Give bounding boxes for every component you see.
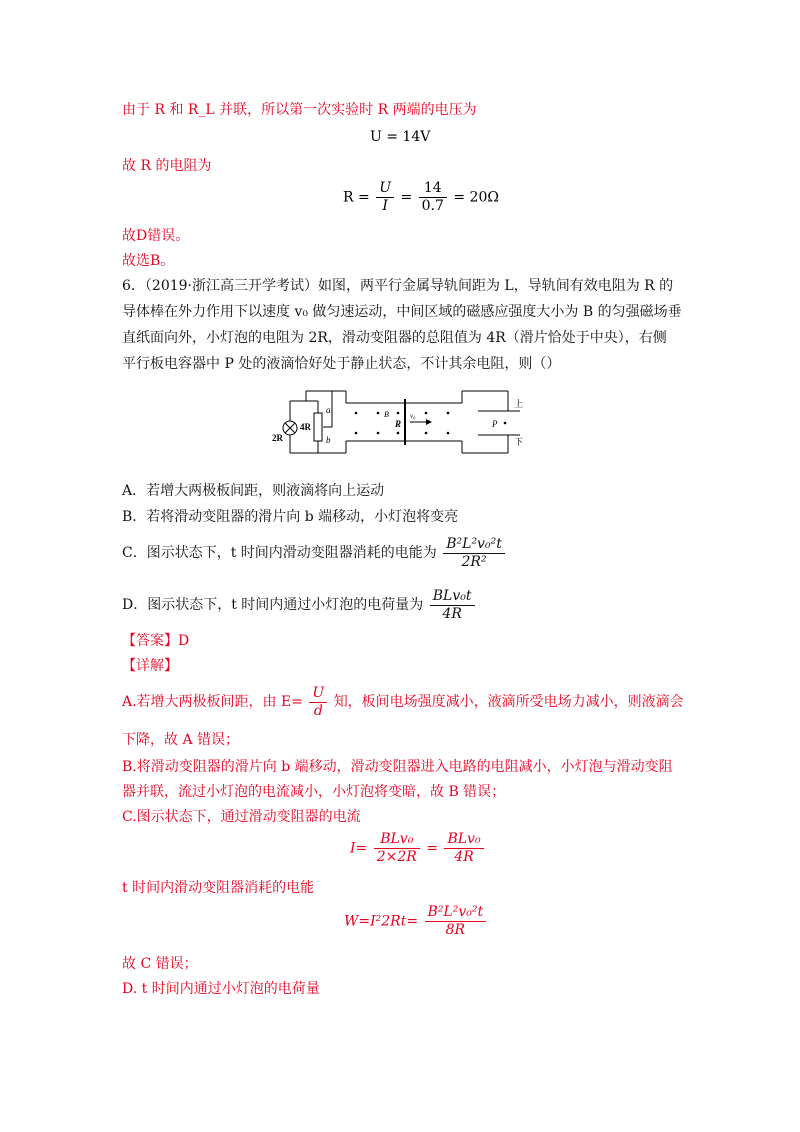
detail-a-den: d [313, 702, 323, 719]
equation-current [350, 831, 486, 866]
detail-c-line-1: C.图示状态下，通过滑动变阻器的电流 [122, 809, 361, 825]
eq-i-frac-1 [374, 831, 420, 866]
eq-r-num-1: U [376, 180, 394, 198]
detail-a-pre: A.若增大两极板间距，由 E= [122, 694, 303, 710]
droplet-point [504, 422, 507, 425]
terminal-b: b [326, 435, 331, 445]
eq-i-lhs: I= [350, 840, 368, 857]
terminal-a: a [326, 405, 331, 415]
detail-a-line-2: 下降，故 A 错误； [122, 732, 240, 748]
option-b: B．若将滑动变阻器的滑片向 b 端移动，小灯泡将变亮 [122, 509, 459, 525]
rheostat-label: 4R [300, 422, 311, 432]
eq-r-frac-1 [376, 180, 394, 215]
option-d-fraction [430, 588, 475, 623]
eq-r-frac-2 [419, 180, 447, 215]
question-line-1: 6．（2019·浙江高三开学考试）如图，两平行金属导轨间距为 L，导轨间有效电阻为 R 的 [122, 278, 674, 294]
detail-c-line-2: t 时间内滑动变阻器消耗的电能 [122, 880, 315, 896]
option-c-fraction [443, 536, 505, 571]
velocity-arrow [426, 419, 432, 425]
eq-w-lhs: W=I²2Rt= [344, 913, 419, 930]
option-d-num: BLv₀t [430, 588, 475, 606]
equation-u: U = 14V [370, 129, 431, 145]
option-d-den: 4R [442, 605, 462, 622]
eq-i-den-1: 2×2R [376, 849, 417, 865]
detail-a-post: 知，板间电场强度减小，液滴所受电场力减小，则液滴会 [333, 694, 684, 710]
option-c-den: 2R² [461, 553, 487, 570]
prev-line-1: 由于 R 和 R_L 并联，所以第一次实验时 R 两端的电压为 [122, 102, 477, 118]
detail-heading: 【详解】 [122, 658, 178, 674]
eq-i-den-2: 4R [454, 849, 474, 865]
option-a: A．若增大两极板间距，则液滴将向上运动 [122, 483, 385, 499]
answer-line: 【答案】D [122, 633, 190, 649]
eq-i-frac-2 [444, 831, 483, 866]
prev-line-3: 故D错误。 [122, 228, 190, 244]
detail-c-line-3: 故 C 错误； [122, 956, 198, 972]
eq-i-eq: = [426, 840, 438, 857]
prev-line-2: 故 R 的电阻为 [122, 158, 212, 174]
detail-d-line-1: D. t 时间内通过小灯泡的电荷量 [122, 981, 320, 997]
rheostat-symbol [314, 413, 322, 441]
eq-i-num-2: BLv₀ [444, 831, 483, 849]
option-c-text: C．图示状态下，t 时间内滑动变阻器消耗的电能为 [122, 545, 437, 561]
eq-r-den-2: 0.7 [421, 198, 444, 214]
detail-a-fraction [309, 685, 327, 720]
question-line-2: 导体棒在外力作用下以速度 v₀ 做匀速运动，中间区域的磁感应强度大小为 B 的匀强磁场垂 [122, 304, 682, 320]
option-c-num: B²L²v₀²t [443, 536, 505, 554]
detail-b-line-2: 器并联，流过小灯泡的电流减小，小灯泡将变暗，故 B 错误； [122, 784, 506, 800]
eq-w-den: 8R [445, 922, 466, 938]
eq-i-num-1: BLv₀ [374, 831, 420, 849]
equation-r [343, 180, 499, 215]
eq-r-den-1: I [382, 198, 388, 214]
eq-r-lhs: R = [343, 189, 370, 206]
prev-line-4: 故选B。 [122, 253, 175, 269]
question-line-4: 平行板电容器中 P 处的液滴恰好处于静止状态，不计其余电阻，则（） [122, 356, 561, 372]
detail-b-line-1: B.将滑动变阻器的滑片向 b 端移动，滑动变阻器进入电路的电阻减小，小灯泡与滑动变阻 [122, 759, 673, 775]
eq-r-eq: = [400, 189, 413, 206]
circuit-diagram [272, 383, 536, 467]
equation-energy [344, 904, 488, 939]
question-line-3: 直纸面向外，小灯泡的电阻为 2R，滑动变阻器的总阻值为 4R（滑片恰处于中央），右侧 [122, 330, 667, 346]
p-label: P [492, 419, 498, 429]
eq-w-num: B²L²v₀²t [425, 904, 487, 922]
eq-r-rhs: = 20Ω [453, 189, 499, 206]
option-d [122, 583, 477, 627]
detail-a-line-1 [122, 680, 684, 724]
plate-bottom-label: 下 [514, 437, 524, 447]
plate-top-label: 上 [514, 399, 524, 409]
rod-label: R [395, 419, 402, 429]
eq-r-num-2: 14 [419, 180, 447, 198]
detail-a-num: U [309, 685, 327, 703]
eq-w-frac [425, 904, 487, 939]
option-d-text: D．图示状态下，t 时间内通过小灯泡的电荷量为 [122, 597, 424, 613]
lamp-label: 2R [272, 433, 283, 443]
field-label: B [384, 410, 389, 419]
option-c [122, 531, 507, 575]
velocity-label: v₀ [410, 412, 416, 420]
